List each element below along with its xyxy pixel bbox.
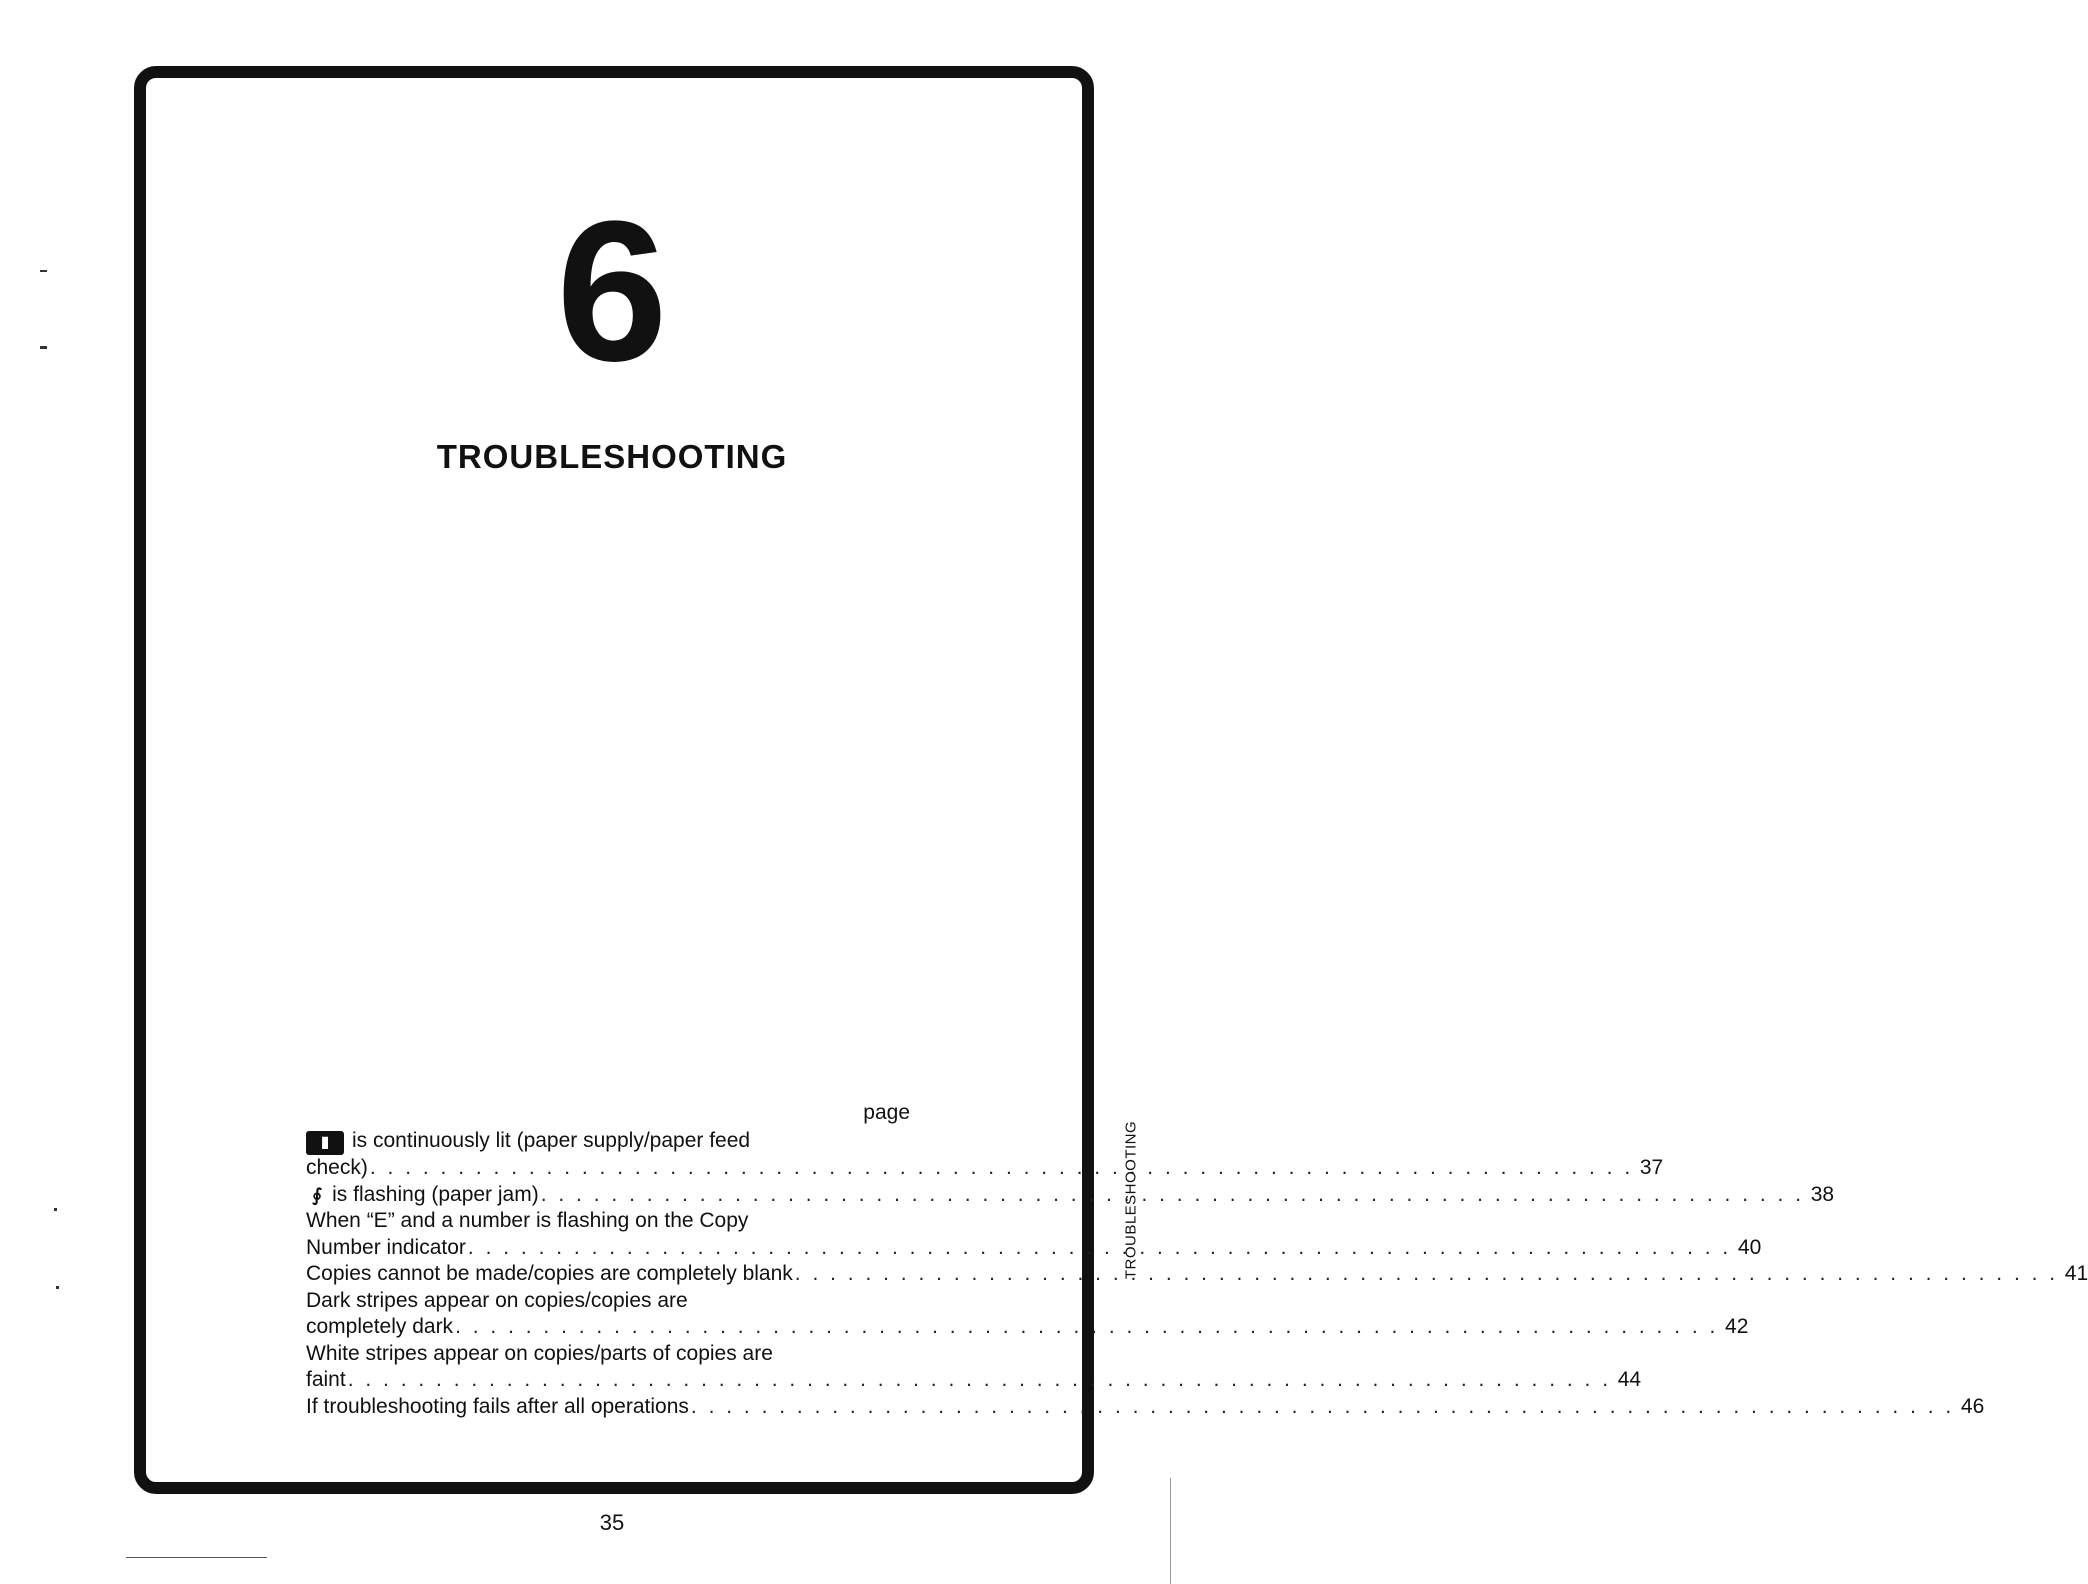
toc-leader-dots: . . . . . . . . . . . . . . . . . . . . . . . . . . . . . . . . . . . . . . . . . . . . . . . . . . . . . . . . . . . . . . . . . . . . . . . . (467, 1235, 1732, 1259)
toc-entry-page: 38 (1810, 1182, 1835, 1206)
toc-entry-page: 42 (1725, 1315, 1749, 1338)
toc-entry-text: Copies cannot be made/copies are completely blank (306, 1262, 793, 1285)
toc-entry-text: is flashing (paper jam) (332, 1182, 539, 1206)
toc-entry-white-stripes-line-2 (306, 1367, 1642, 1394)
toc-entry-dark-stripes-line-2 (306, 1314, 1749, 1341)
toc-entry-paper-supply-line-2 (306, 1155, 1664, 1182)
page-number: 35 (599, 1510, 625, 1535)
toc-entry-text: Dark stripes appear on copies/copies are (306, 1288, 688, 1312)
toc-leader-dots: . . . . . . . . . . . . . . . . . . . . . . . . . . . . . . . . . . . . . . . . . . . . . . . . . . . . . . . . . . . . . . . . . . . . . . . . (455, 1315, 1719, 1338)
toc-entry-dark-stripes-line-1 (306, 1288, 910, 1315)
table-of-contents (306, 1100, 2088, 1420)
toc-entry-text: Number indicator (306, 1235, 466, 1259)
toc-entry-text: faint (306, 1368, 346, 1391)
toc-entry-copy-number-line-1 (306, 1208, 910, 1235)
toc-entry-text: If troubleshooting fails after all operations (306, 1394, 689, 1418)
toc-entry-text: When “E” and a number is flashing on the Copy (306, 1209, 749, 1232)
paper-indicator-icon: ▮ (306, 1131, 344, 1155)
toc-entry-text: White stripes appear on copies/parts of copies are (306, 1341, 773, 1365)
toc-entry-page: 41 (2064, 1262, 2088, 1285)
toc-entry-text: check) (306, 1156, 368, 1179)
scan-speck (40, 270, 47, 272)
side-tab-label: TROUBLESHOOTING (1122, 1120, 1140, 1280)
scan-speck (56, 1286, 59, 1289)
chapter-title: TROUBLESHOOTING (436, 438, 788, 475)
toc-leader-dots: . . . . . . . . . . . . . . . . . . . . . . . . . . . . . . . . . . . . . . . . . . . . . . . . . . . . . . . . . . . . . . . . . . . . . . . . (690, 1394, 1955, 1418)
toc-entry-paper-jam (306, 1182, 1835, 1209)
toc-entry-copy-number-line-2 (306, 1235, 1762, 1262)
toc-entry-text: completely dark (306, 1315, 454, 1338)
toc-entry-page: 37 (1639, 1156, 1664, 1179)
scan-artifact-rule (126, 1557, 267, 1558)
toc-entry-white-stripes-line-1 (306, 1341, 910, 1368)
toc-entry-copies-blank (306, 1261, 2088, 1288)
scan-speck (54, 1208, 57, 1211)
scan-artifact-edge (1170, 1478, 1171, 1584)
toc-leader-dots: . . . . . . . . . . . . . . . . . . . . . . . . . . . . . . . . . . . . . . . . . . . . . . . . . . . . . . . . . . . . . . . . . . . . . . . . (540, 1182, 1805, 1206)
chapter-number: 6 (556, 180, 668, 403)
toc-leader-dots: . . . . . . . . . . . . . . . . . . . . . . . . . . . . . . . . . . . . . . . . . . . . . . . . . . . . . . . . . . . . . . . . . . . . . . . . (794, 1262, 2059, 1285)
toc-entry-paper-supply-line-1 (306, 1128, 910, 1155)
toc-entry-troubleshooting-fails (306, 1394, 1985, 1421)
toc-leader-dots: . . . . . . . . . . . . . . . . . . . . . . . . . . . . . . . . . . . . . . . . . . . . . . . . . . . . . . . . . . . . . . . . . . . . . . . . (369, 1156, 1634, 1179)
toc-leader-dots: . . . . . . . . . . . . . . . . . . . . . . . . . . . . . . . . . . . . . . . . . . . . . . . . . . . . . . . . . . . . . . . . . . . . . . . . (347, 1368, 1612, 1391)
toc-entry-page: 44 (1617, 1368, 1642, 1391)
scan-speck (40, 346, 47, 349)
toc-page-header: page (863, 1101, 910, 1124)
toc-entry-text: is continuously lit (paper supply/paper feed (352, 1129, 751, 1152)
paper-jam-icon: ∮ (312, 1184, 323, 1205)
toc-entry-page: 46 (1960, 1394, 1985, 1418)
toc-entry-page: 40 (1737, 1235, 1762, 1259)
